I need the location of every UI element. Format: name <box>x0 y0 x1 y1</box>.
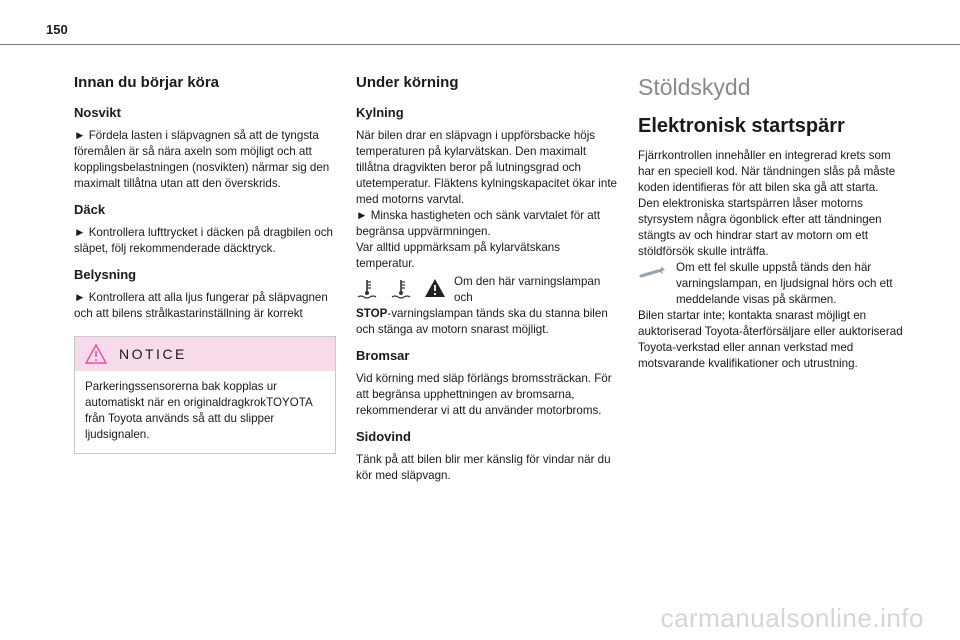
header-divider <box>0 44 960 45</box>
heading-during-driving: Under körning <box>356 74 459 91</box>
text-immobilizer-4: Bilen startar inte; kontakta snarast möjligt en auktoriserad Toyota-återförsäljare eller auktoriserad Toyota-verkstad eller annan verkstad med motsvarande kvalifikationer och utrustning. <box>638 309 903 370</box>
subheading-dack: Däck <box>74 202 106 217</box>
text-immobilizer-2: Den elektroniska startspärren låser motorns styrsystem några ögonblick efter att tändningen stängts av och hindrar start av motorn om ett stöldförsök skulle inträffa. <box>638 197 882 258</box>
subheading-nosvikt: Nosvikt <box>74 105 121 120</box>
notice-box <box>74 336 336 454</box>
watermark: carmanualsonline.info <box>660 603 924 633</box>
text-nosvikt: ► Fördela lasten i släpvagnen så att de tyngsta föremålen är så nära axeln som möjligt och att kopplingsbelastningen (nosvikten) närmar sig den maximalt tillåtna utan att den överskrids. <box>74 129 330 190</box>
icon-text-kylning: Om den här varningslampan och <box>454 275 601 304</box>
text-belysning: ► Kontrollera att alla ljus fungerar på släpvagnen och att bilens strålkastarinställning är korrekt <box>74 291 328 320</box>
text-stop-warning <box>356 306 618 338</box>
notice-text: Parkeringssensorerna bak kopplas ur automatiskt när en originaldragkrokTOYOTA från Toyota används så att du slipper ljudsignalen. <box>85 380 313 441</box>
subheading-belysning: Belysning <box>74 267 137 282</box>
notice-header <box>75 337 335 371</box>
notice-title: NOTICE <box>119 346 187 362</box>
text-sidovind: Tänk på att bilen blir mer känslig för vindar när du kör med släpvagn. <box>356 453 611 482</box>
wrench-icon <box>638 264 668 282</box>
text-kylning-2: ► Minska hastigheten och sänk varvtalet för att begränsa uppvärmningen. <box>356 209 601 238</box>
text-dack: ► Kontrollera lufttrycket i däcken på dragbilen och släpet, följ rekommenderade däcktryck. <box>74 226 333 255</box>
text-kylning-1: När bilen drar en släpvagn i uppförsbacke höjs temperaturen på kylarvätskan. Den maximalt tillåtna dragvikten beror på lutningsgrad och utetemperatur. Fläktens kylningskapacitet ökar inte med motorns varvtal. <box>356 129 617 206</box>
section-title: Stöldskydd <box>638 74 751 100</box>
subheading-kylning: Kylning <box>356 105 404 120</box>
column-towing-preparation <box>74 74 336 454</box>
text-immobilizer-3: Om ett fel skulle uppstå tänds den här varningslampan, en ljudsignal hörs och ett meddelande visas på skärmen. <box>676 261 893 306</box>
column-during-driving <box>356 74 618 490</box>
stop-text: -varningslampan tänds ska du stanna bilen och stänga av motorn snarast möjligt. <box>356 307 608 336</box>
heading-before-driving: Innan du börjar köra <box>74 74 220 91</box>
page-number: 150 <box>46 22 68 37</box>
text-immobilizer-1: Fjärrkontrollen innehåller en integrerad krets som har en speciell kod. När tändningen slås på måste koden identifieras för att bilen ska gå att starta. <box>638 149 896 194</box>
wrench-warning-row <box>638 260 906 308</box>
warning-icons-row <box>356 274 618 306</box>
text-kylning-3: Var alltid uppmärksam på kylarvätskans temperatur. <box>356 241 561 270</box>
subheading-bromsar: Bromsar <box>356 348 410 363</box>
stop-label: STOP <box>356 307 388 320</box>
coolant-temperature-icon <box>390 278 412 300</box>
subheading-sidovind: Sidovind <box>356 429 411 444</box>
warning-triangle-icon <box>424 278 446 298</box>
text-bromsar: Vid körning med släp förlängs bromssträckan. För att begränsa upphettningen av bromsarna, rekommenderar vi att du använder motorbroms. <box>356 372 612 417</box>
column-theft-protection <box>638 74 906 378</box>
heading-immobilizer: Elektronisk startspärr <box>638 115 845 137</box>
warning-triangle-icon <box>85 344 107 364</box>
coolant-temperature-icon <box>356 278 378 300</box>
